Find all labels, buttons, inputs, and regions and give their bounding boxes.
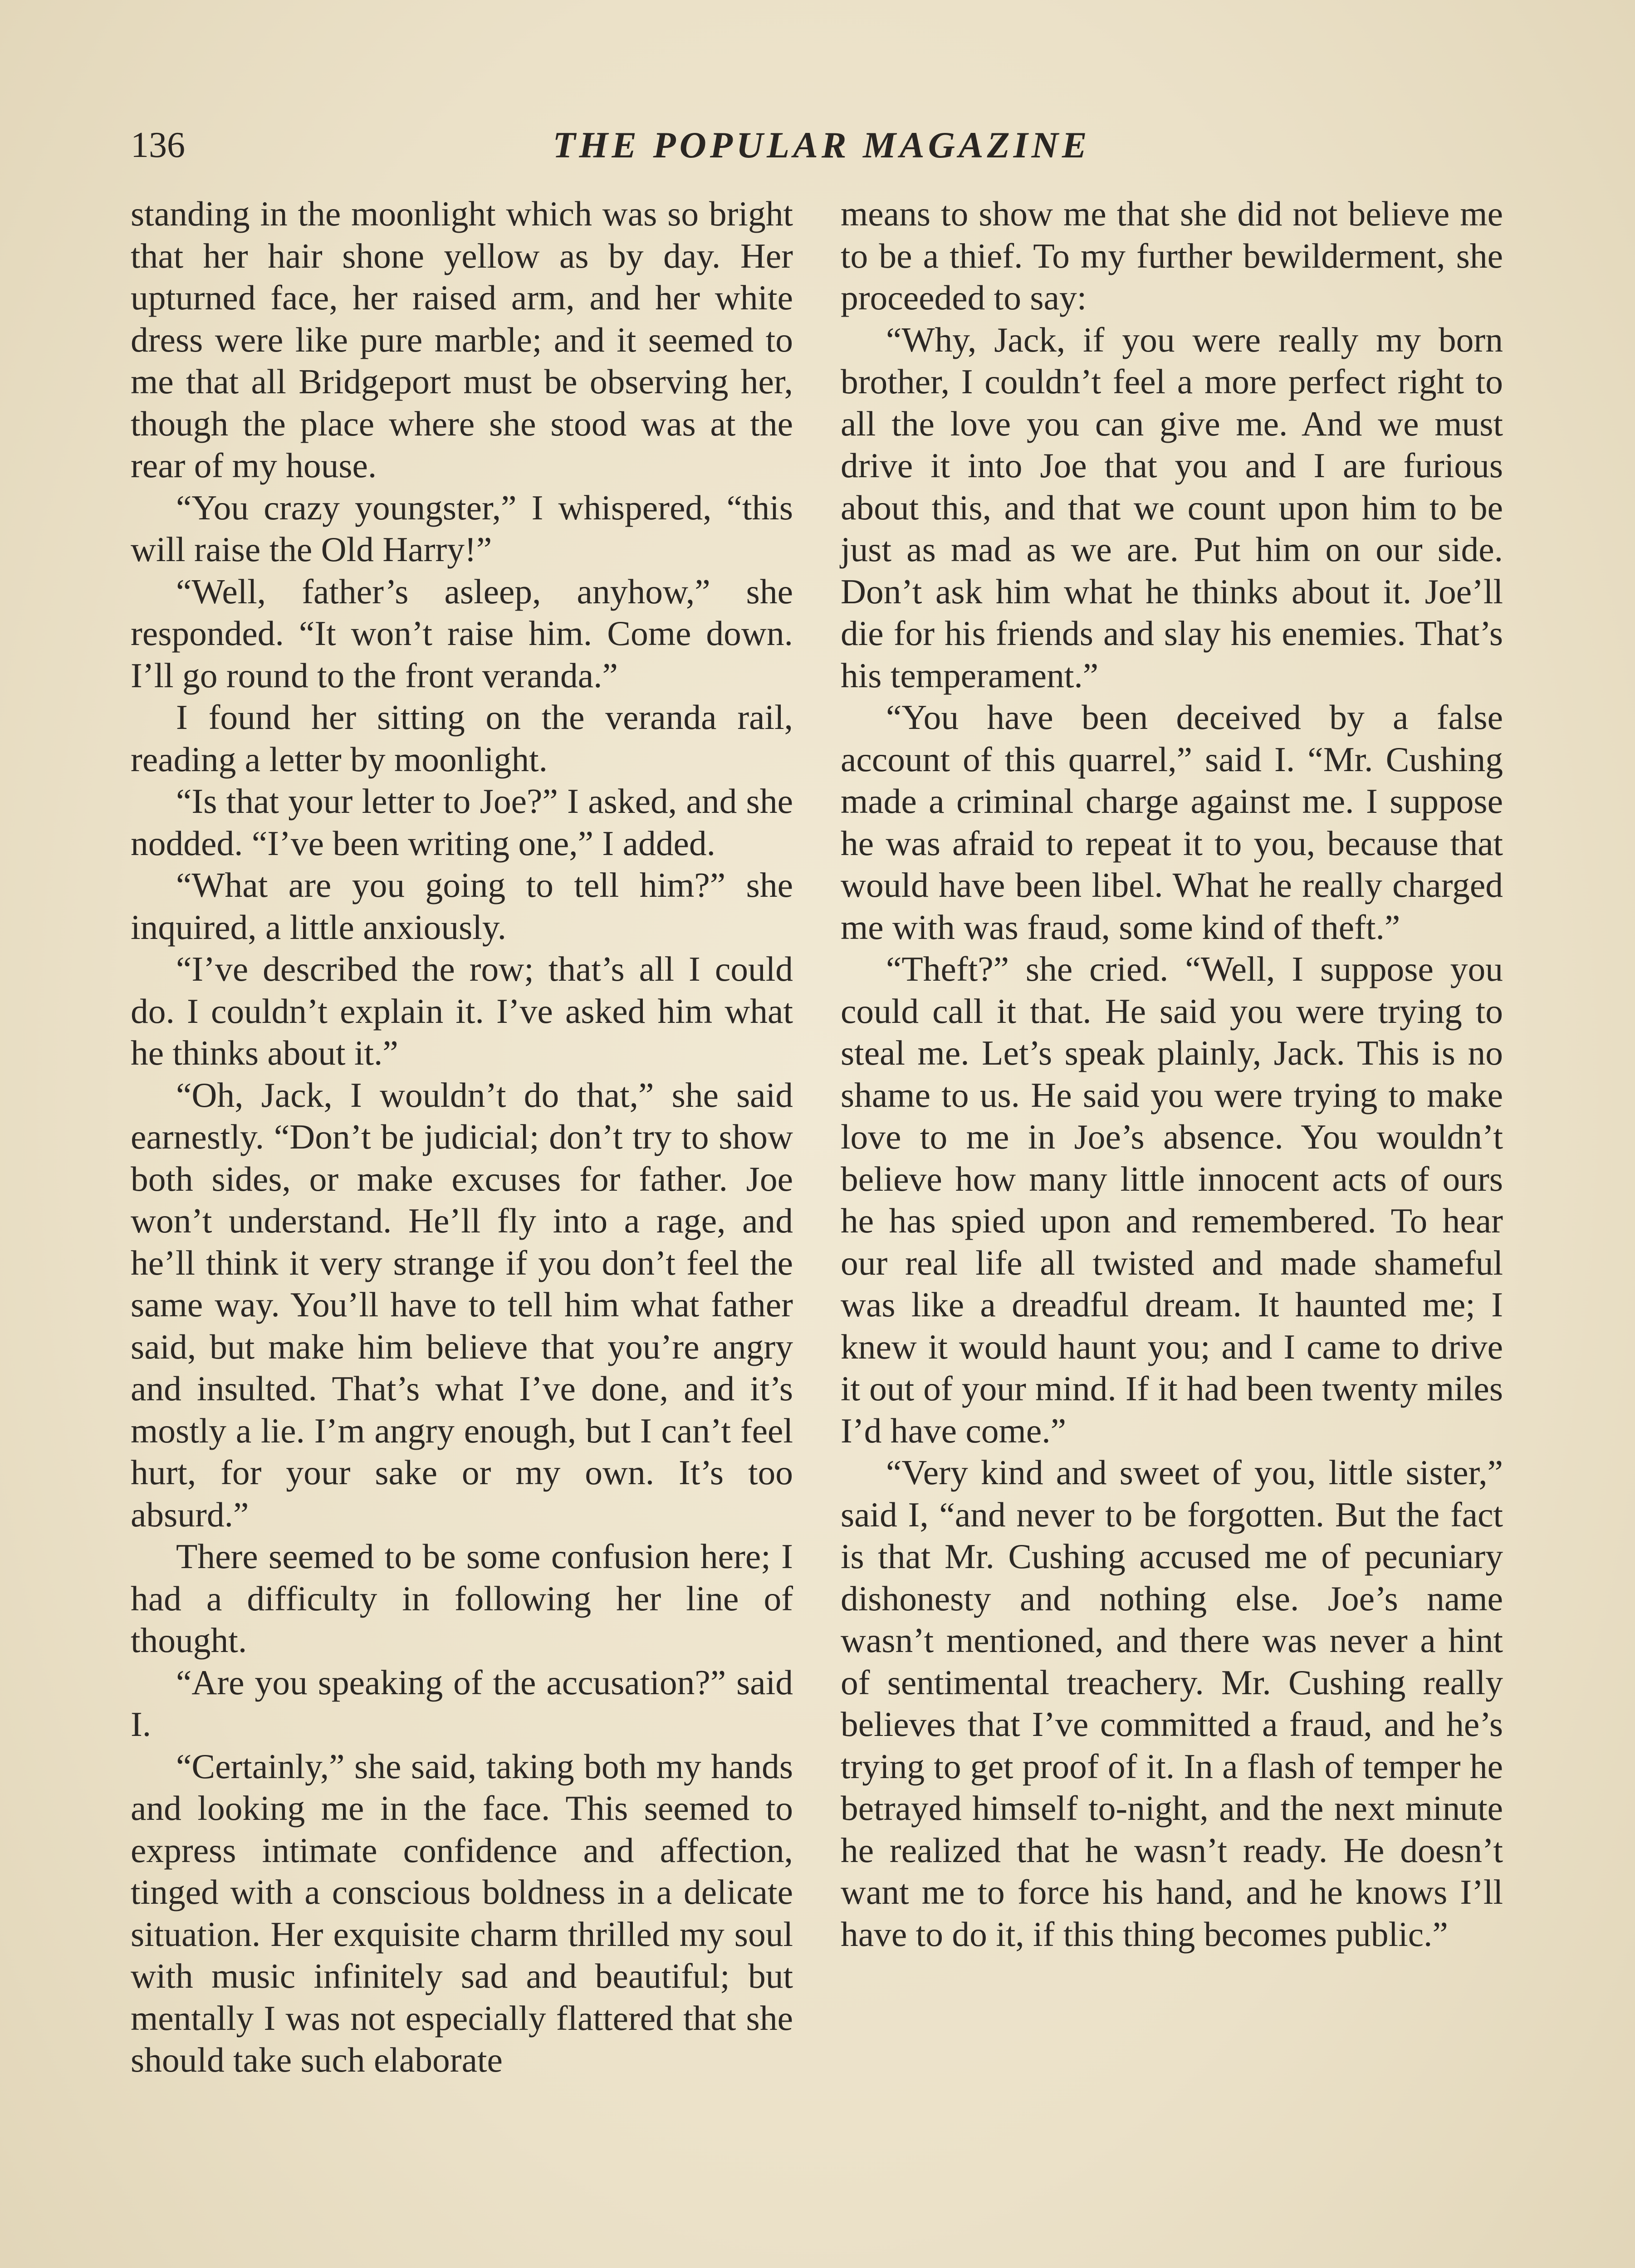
paragraph: I found her sitting on the veranda rail, reading a letter by moonlight.	[131, 698, 793, 779]
paragraph: “Well, father’s asleep, anyhow,” she responded. “It won’t raise him. Come down. I’ll go round to the front veranda.”	[131, 572, 793, 695]
paragraph: There seemed to be some confusion here; I had a difficulty in following her line of thought.	[131, 1537, 793, 1660]
left-column	[131, 193, 793, 2081]
paragraph: “I’ve described the row; that’s all I could do. I couldn’t explain it. I’ve asked him what he thinks about it.”	[131, 949, 793, 1072]
paragraph: “Oh, Jack, I wouldn’t do that,” she said earnestly. “Don’t be judicial; don’t try to show both sides, or make excuses for father. Joe won’t understand. He’ll fly into a rage, and he’ll think it very strange if you don’t feel the same way. You’ll have to tell him what father said, but make him believe that you’re angry and insulted. That’s what I’ve done, and it’s mostly a lie. I’m angry enough, but I can’t feel hurt, for your sake or my own. It’s too absurd.”	[131, 1075, 793, 1534]
page-number: 136	[131, 125, 185, 165]
paragraph: “You have been deceived by a false account of this quarrel,” said I. “Mr. Cushing made a criminal charge against me. I suppose he was afraid to repeat it to you, because that would have been libel. What he really charged me with was fraud, some kind of theft.”	[841, 698, 1503, 947]
paragraph: means to show me that she did not believe me to be a thief. To my further bewilderment, she proceeded to say:	[841, 194, 1503, 317]
paragraph: standing in the moonlight which was so bright that her hair shone yellow as by day. Her upturned face, her raised arm, and her white dress were like pure marble; and it seemed to me that all Bridgeport must be observing her, though the place where she stood was at the rear of my house.	[131, 194, 793, 485]
paragraph: “Theft?” she cried. “Well, I suppose you could call it that. He said you were trying to steal me. Let’s speak plainly, Jack. This is no shame to us. He said you were trying to make love to me in Joe’s absence. You wouldn’t believe how many little innocent acts of ours he has spied upon and remembered. To hear our real life all twisted and made shameful was like a dreadful dream. It haunted me; I knew it would haunt you; and I came to drive it out of your mind. If it had been twenty miles I’d have come.”	[841, 949, 1503, 1450]
paragraph: “What are you going to tell him?” she inquired, a little anxiously.	[131, 865, 793, 947]
right-column	[841, 193, 1503, 1955]
paragraph: “You crazy youngster,” I whispered, “this will raise the Old Harry!”	[131, 488, 793, 569]
paragraph: “Is that your letter to Joe?” I asked, and she nodded. “I’ve been writing one,” I added.	[131, 782, 793, 863]
paragraph: “Very kind and sweet of you, little sister,” said I, “and never to be forgotten. But the fact is that Mr. Cushing accused me of pecuniary dishonesty and nothing else. Joe’s name wasn’t mentioned, and there was never a hint of sentimental treachery. Mr. Cushing really believes that I’ve committed a fraud, and he’s trying to get proof of it. In a flash of temper he betrayed himself to-night, and the next minute he realized that he wasn’t ready. He doesn’t want me to force his hand, and he knows I’ll have to do it, if this thing becomes public.”	[841, 1453, 1503, 1954]
paragraph: “Are you speaking of the accusation?” said I.	[131, 1662, 793, 1744]
paragraph: “Certainly,” she said, taking both my hands and looking me in the face. This seemed to express intimate confidence and affection, tinged with a conscious boldness in a delicate situation. Her exquisite charm thrilled my soul with music infinitely sad and beautiful; but mentally I was not especially flattered that she should take such elaborate	[131, 1746, 793, 2079]
magazine-title: THE POPULAR MAGAZINE	[553, 124, 1091, 166]
page-header	[131, 118, 1513, 172]
paragraph: “Why, Jack, if you were really my born brother, I couldn’t feel a more perfect right to all the love you can give me. And we must drive it into Joe that you and I are furious about this, and that we count upon him to be just as mad as we are. Put him on our side. Don’t ask him what he thinks about it. Joe’ll die for his friends and slay his enemies. That’s his temperament.”	[841, 320, 1503, 695]
